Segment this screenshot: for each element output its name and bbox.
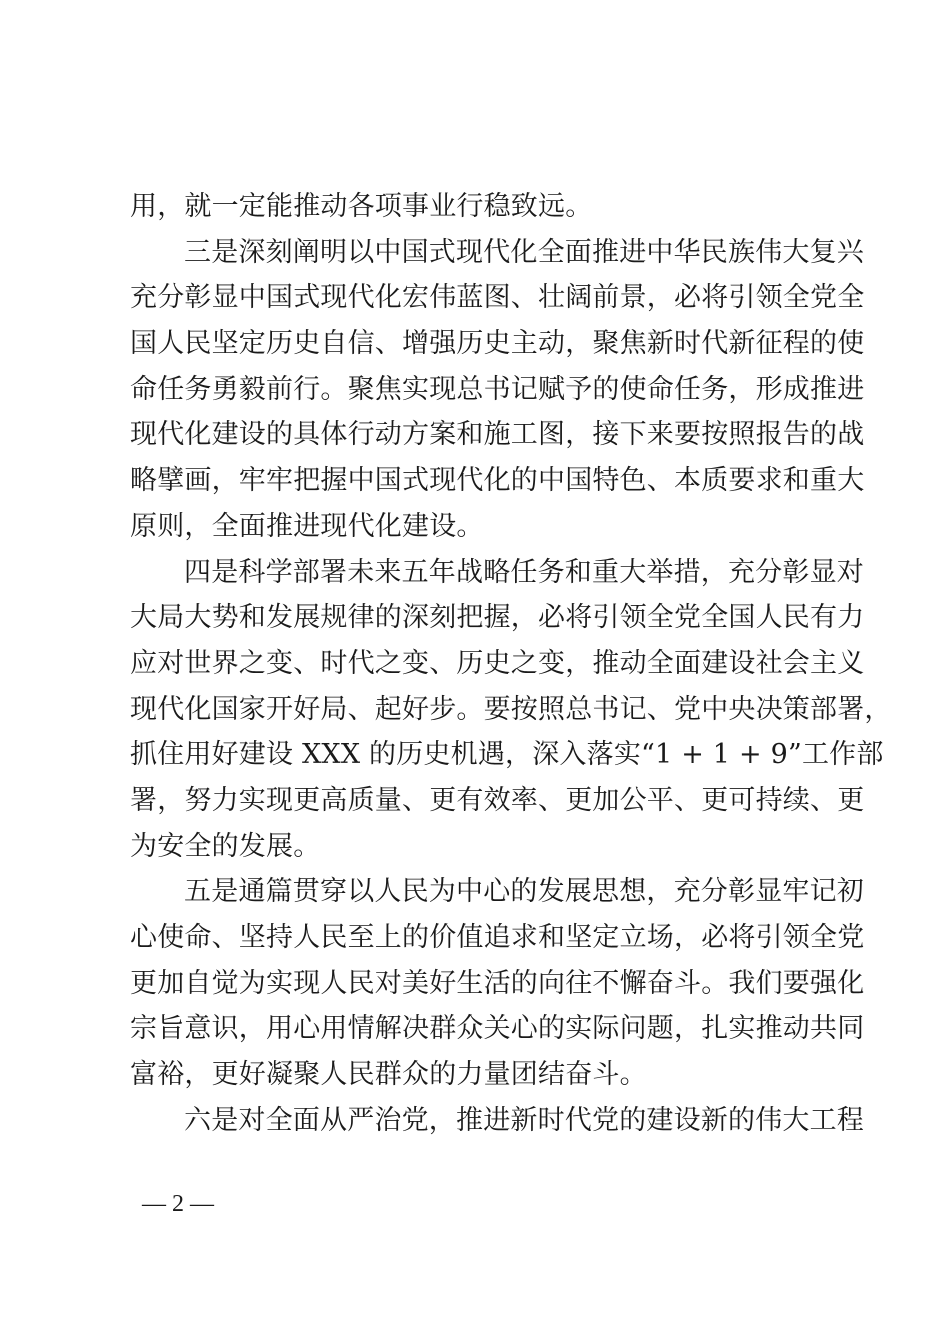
text-line: 命任务勇毅前行。聚焦实现总书记赋予的使命任务，形成推进	[130, 373, 865, 405]
text-line: 现代化国家开好局、起好步。要按照总书记、党中央决策部署，	[130, 693, 892, 725]
text-line: 为安全的发展。	[130, 830, 321, 862]
text-line: 用，就一定能推动各项事业行稳致远。	[130, 191, 593, 222]
text-line: 大局大势和发展规律的深刻把握，必将引领全党全国人民有力	[130, 602, 865, 634]
text-line: 国人民坚定历史自信、增强历史主动，聚焦新时代新征程的使	[130, 328, 865, 360]
page-number: — 2 —	[142, 1191, 214, 1217]
paragraph-4-start: 四是科学部署未来五年战略任务和重大举措，充分彰显对	[184, 556, 864, 588]
text-line: 更加自觉为实现人民对美好生活的向往不懈奋斗。我们要强化	[130, 967, 865, 999]
paragraph-5-start: 五是通篇贯穿以人民为中心的发展思想，充分彰显牢记初	[184, 876, 864, 908]
text-line: 宗旨意识，用心用情解决群众关心的实际问题，扎实推动共同	[130, 1013, 865, 1045]
text-line: 心使命、坚持人民至上的价值追求和坚定立场，必将引领全党	[130, 922, 865, 953]
text-line: 略擘画，牢牢把握中国式现代化的中国特色、本质要求和重大	[130, 465, 865, 497]
text-line: 充分彰显中国式现代化宏伟蓝图、壮阔前景，必将引领全党全	[130, 282, 865, 314]
text-line: 原则，全面推进现代化建设。	[130, 510, 484, 542]
paragraph-3-start: 三是深刻阐明以中国式现代化全面推进中华民族伟大复兴	[184, 236, 864, 268]
paragraph-6-start: 六是对全面从严治党，推进新时代党的建设新的伟大工程	[184, 1104, 864, 1136]
text-line: 署，努力实现更高质量、更有效率、更加公平、更可持续、更	[130, 784, 865, 816]
body-text	[130, 184, 892, 1143]
text-line: 富裕，更好凝聚人民群众的力量团结奋斗。	[130, 1059, 647, 1091]
text-line: 抓住用好建设 XXX 的历史机遇，深入落实“1 + 1 + 9”工作部	[130, 739, 884, 771]
text-line: 应对世界之变、时代之变、历史之变，推动全面建设社会主义	[130, 647, 865, 679]
text-line: 现代化建设的具体行动方案和施工图，接下来要按照报告的战	[130, 419, 865, 451]
